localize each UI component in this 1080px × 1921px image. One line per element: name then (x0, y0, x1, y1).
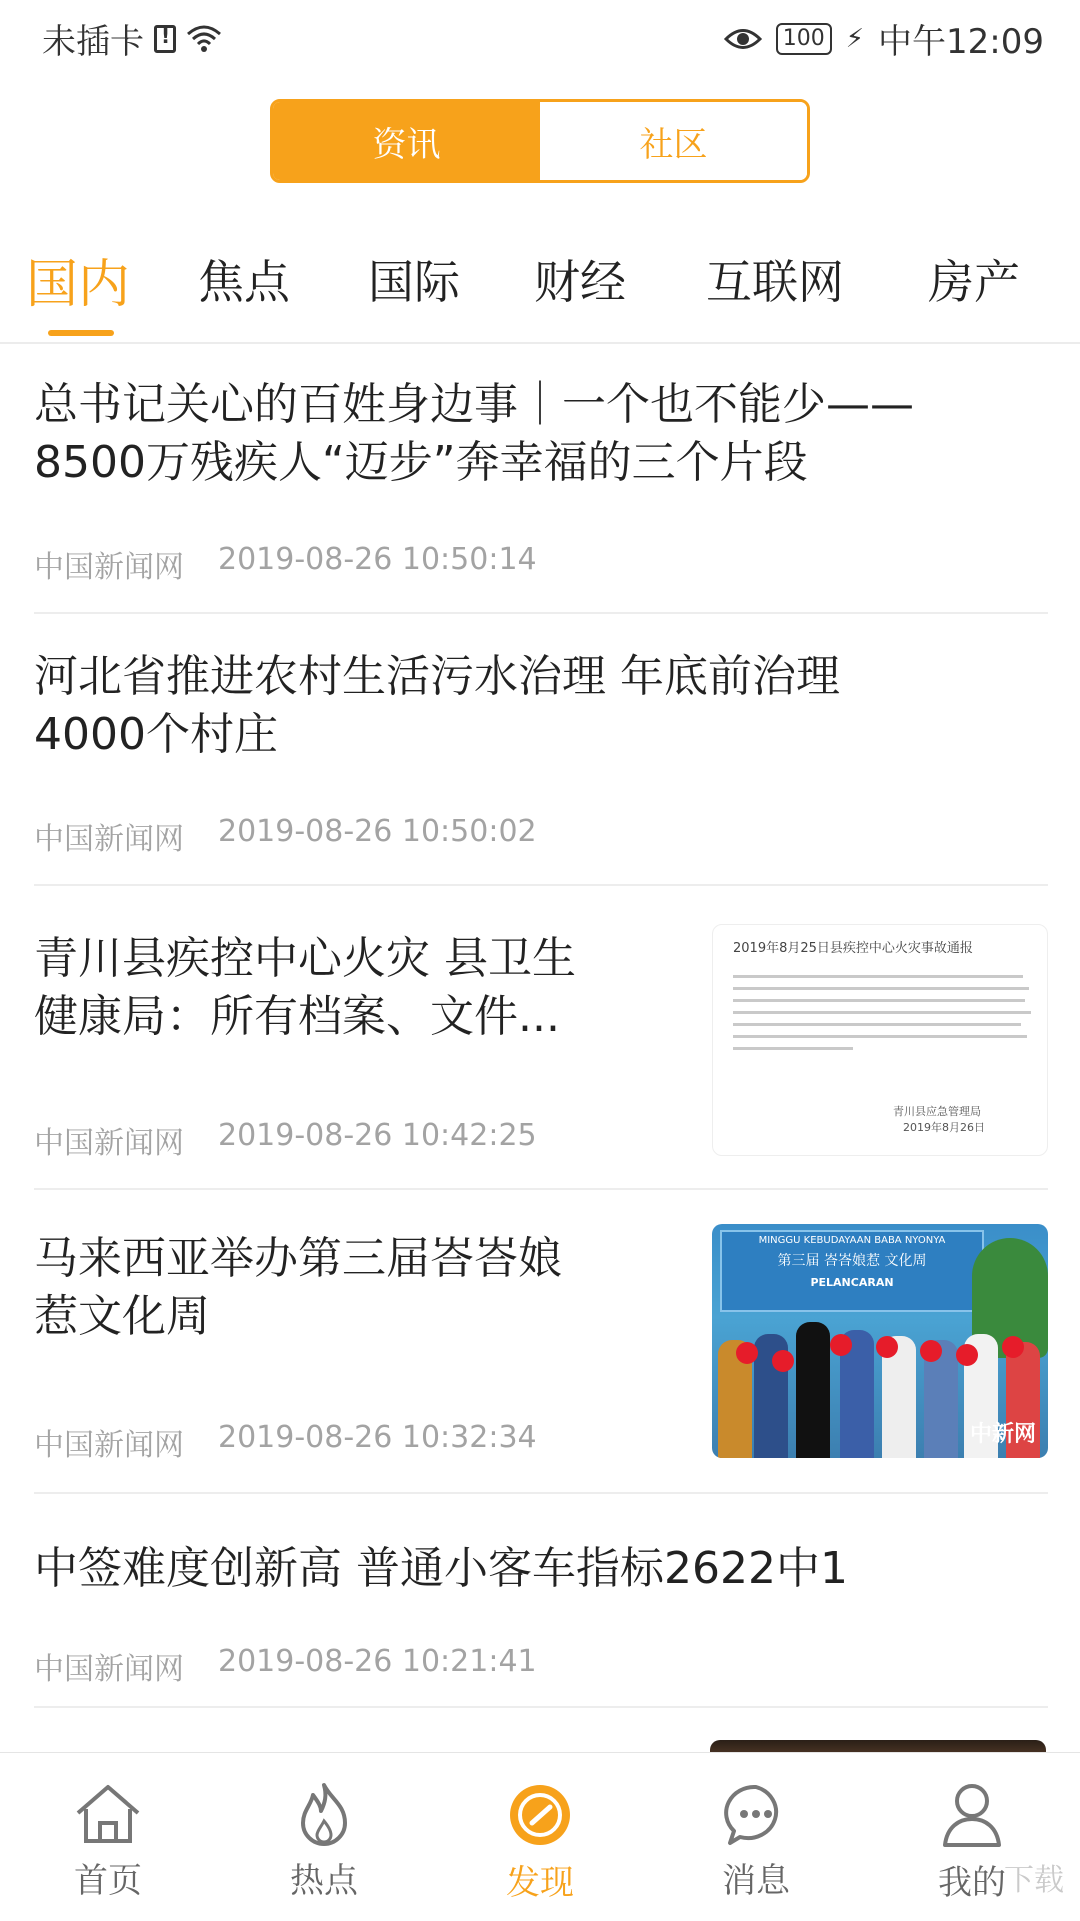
red-flower (736, 1342, 758, 1364)
nav-home[interactable] (48, 1781, 168, 1902)
category-tab-internet[interactable]: 互联网 (706, 255, 844, 309)
doc-text-line (733, 1023, 1021, 1026)
doc-heading: 2019年8月25日县疾控中心火灾事故通报 (733, 941, 973, 956)
doc-text-line (733, 975, 1023, 978)
category-tab-focus[interactable]: 焦点 (198, 255, 290, 309)
news-title (34, 1540, 848, 1598)
news-thumbnail (712, 1224, 1048, 1458)
category-tab-realestate[interactable]: 房产 (928, 255, 1020, 309)
news-title-line: 健康局：所有档案、文件... (34, 991, 560, 1042)
news-title-line: 马来西亚举办第三届峇峇娘 (34, 1233, 562, 1284)
news-title-line: 8500万残疾人“迈步”奔幸福的三个片段 (34, 437, 808, 488)
news-item[interactable] (34, 648, 1048, 886)
clock: 中午12:09 (878, 22, 1044, 62)
news-meta (34, 542, 537, 586)
nav-messages-label: 消息 (722, 1861, 790, 1901)
carrier-text: 未插卡 (42, 22, 144, 62)
news-item[interactable] (34, 924, 1048, 1190)
news-item[interactable] (34, 1224, 1048, 1494)
event-banner (720, 1230, 984, 1312)
nav-messages[interactable] (696, 1781, 816, 1902)
doc-text-line (733, 999, 1025, 1002)
chat-bubble-icon (722, 1781, 790, 1847)
tab-community[interactable]: 社区 (540, 102, 807, 180)
eye-icon (724, 26, 762, 52)
doc-text-line (733, 987, 1029, 990)
news-meta (34, 814, 537, 858)
status-bar (0, 0, 1080, 80)
news-title-line: 4000个村庄 (34, 709, 278, 760)
news-title-line: 中签难度创新高 普通小客车指标2622中1 (34, 1543, 848, 1594)
photo-watermark: 中新网 (969, 1422, 1036, 1447)
sim-alert-icon (154, 25, 176, 53)
red-flower (956, 1344, 978, 1366)
nav-discover-label: 发现 (506, 1863, 574, 1903)
doc-text-line (733, 1047, 853, 1050)
news-time: 2019-08-26 10:32:34 (218, 1420, 537, 1455)
doc-footer-date: 2019年8月26日 (903, 1121, 985, 1134)
red-flower (920, 1340, 942, 1362)
news-source: 中国新闻网 (34, 550, 184, 585)
banner-text: 第三届 峇峇娘惹 文化周 (777, 1253, 927, 1269)
red-flower (772, 1350, 794, 1372)
doc-footer-org: 青川县应急管理局 (893, 1105, 981, 1118)
nav-home-label: 首页 (74, 1861, 142, 1901)
category-tabs (0, 232, 1080, 344)
red-flower (876, 1336, 898, 1358)
news-title-line: 惹文化周 (34, 1291, 210, 1342)
doc-text-line (733, 1011, 1031, 1014)
red-flower (830, 1334, 852, 1356)
news-source: 中国新闻网 (34, 822, 184, 857)
news-time: 2019-08-26 10:42:25 (218, 1118, 537, 1153)
news-time: 2019-08-26 10:50:02 (218, 814, 537, 849)
segmented-control (270, 99, 810, 183)
charging-icon: ⚡ (845, 23, 865, 54)
news-time: 2019-08-26 10:21:41 (218, 1644, 537, 1679)
red-flower (1002, 1336, 1024, 1358)
banner-text: PELANCARAN (810, 1276, 894, 1289)
news-meta (34, 1644, 537, 1688)
person-icon (939, 1781, 1005, 1849)
news-title (34, 376, 914, 492)
news-source: 中国新闻网 (34, 1652, 184, 1687)
news-item[interactable] (34, 1540, 1048, 1708)
news-source: 中国新闻网 (34, 1126, 184, 1161)
compass-icon (506, 1781, 574, 1849)
news-title-line: 青川县疾控中心火灾 县卫生 (34, 933, 576, 984)
battery-level: 100 (776, 23, 832, 55)
news-title (34, 648, 840, 764)
person (796, 1322, 830, 1458)
category-tab-domestic[interactable]: 国内 (26, 255, 131, 315)
site-watermark: 下载 (1004, 1863, 1064, 1898)
news-time: 2019-08-26 10:50:14 (218, 542, 537, 577)
nav-hot[interactable] (264, 1781, 384, 1902)
category-tab-finance[interactable]: 财经 (534, 255, 626, 309)
doc-text-line (733, 1035, 1027, 1038)
bottom-nav (0, 1752, 1080, 1921)
news-title-line: 河北省推进农村生活污水治理 年底前治理 (34, 651, 840, 702)
home-icon (72, 1781, 144, 1847)
news-source: 中国新闻网 (34, 1428, 184, 1463)
active-tab-indicator (48, 330, 114, 336)
news-meta (34, 1420, 537, 1464)
news-thumbnail (712, 924, 1048, 1156)
news-title (34, 1230, 562, 1346)
tab-news[interactable]: 资讯 (273, 102, 540, 180)
news-title-line: 总书记关心的百姓身边事｜一个也不能少—— (34, 379, 914, 430)
banner-text: MINGGU KEBUDAYAAN BABA NYONYA (758, 1235, 946, 1246)
nav-profile-label: 我的 (938, 1863, 1006, 1903)
nav-discover[interactable] (480, 1781, 600, 1904)
flame-icon (291, 1781, 357, 1847)
nav-hot-label: 热点 (290, 1861, 358, 1901)
news-item[interactable] (34, 376, 1048, 614)
wifi-icon (186, 24, 222, 54)
news-meta (34, 1118, 537, 1162)
news-title (34, 930, 576, 1046)
category-tab-international[interactable]: 国际 (368, 255, 460, 309)
